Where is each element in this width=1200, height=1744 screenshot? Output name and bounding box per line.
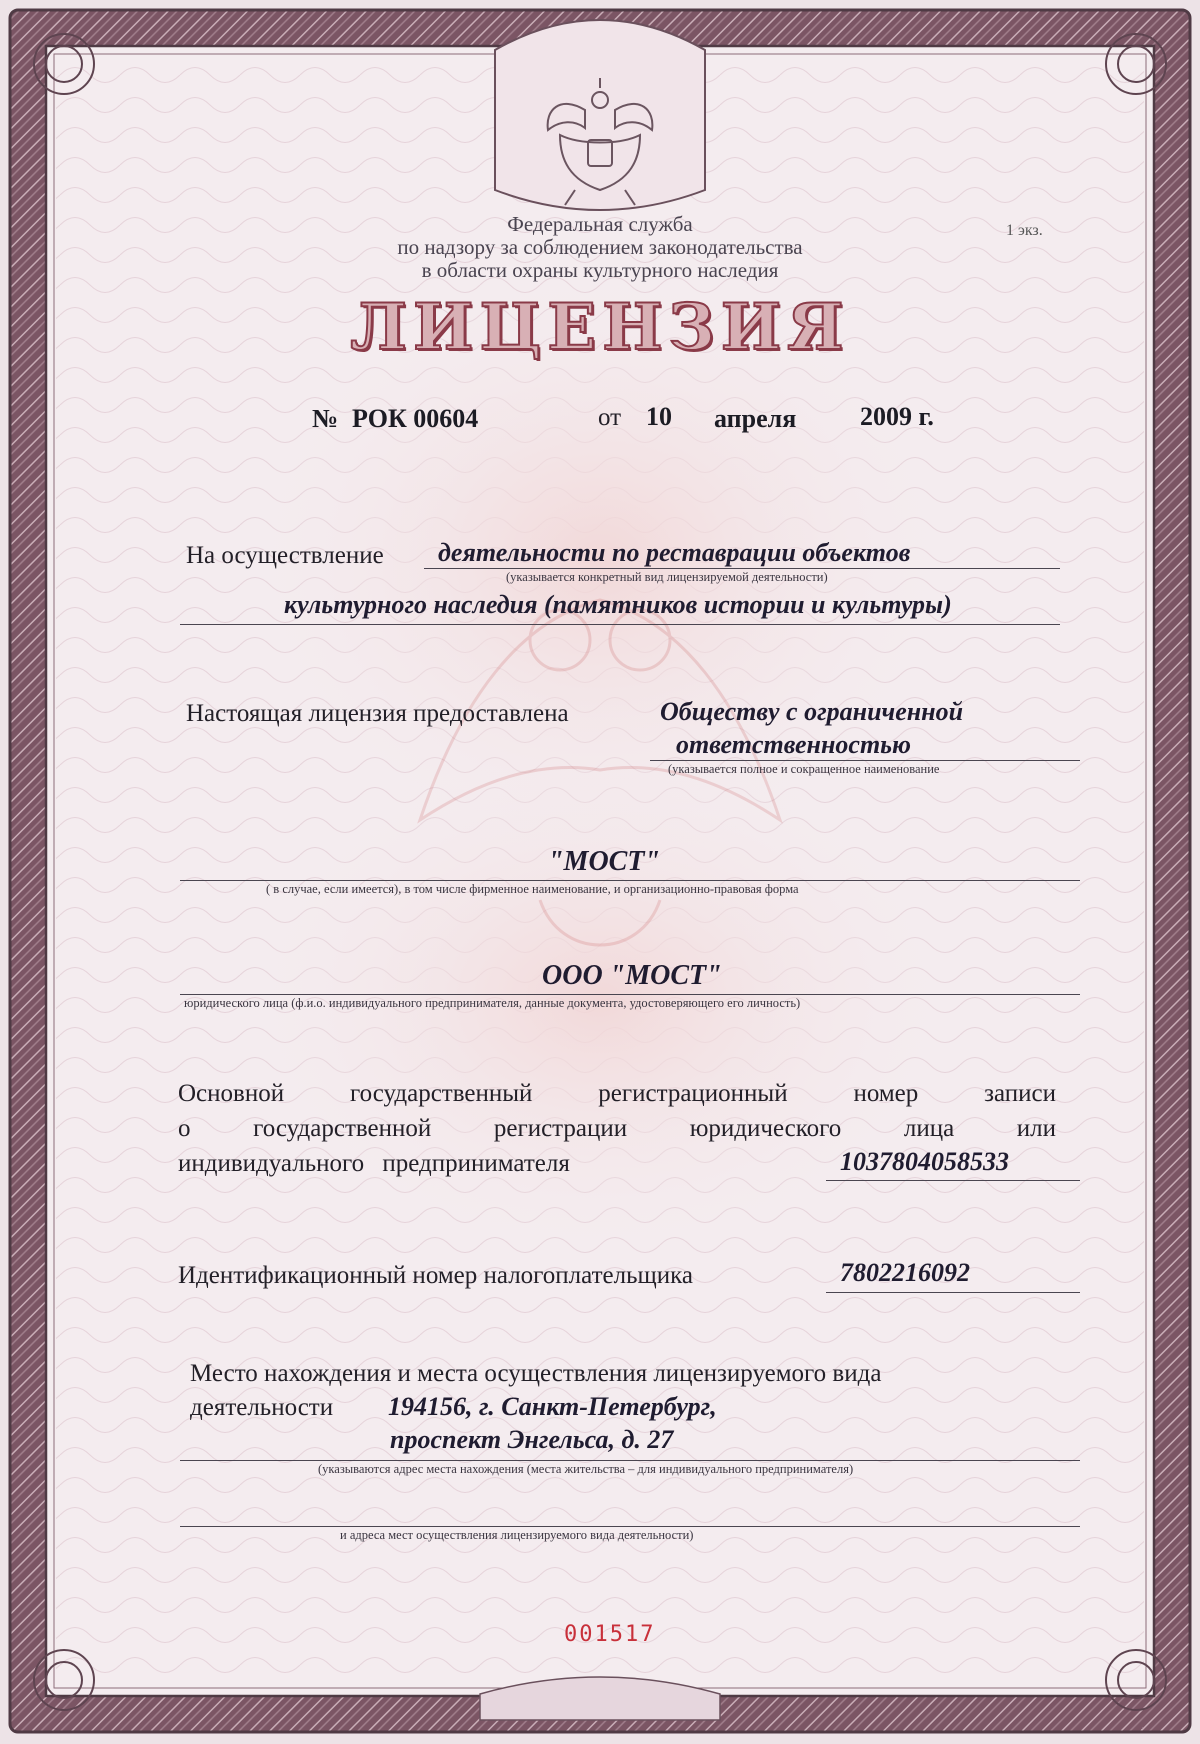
address-line-2: проспект Энгельса, д. 27 — [390, 1425, 674, 1454]
activity-line-1: деятельности по реставрации объектов — [438, 538, 911, 567]
address-label-2: деятельности — [190, 1394, 334, 1421]
underline — [826, 1180, 1080, 1181]
activity-label: На осуществление — [186, 542, 384, 569]
underline — [180, 624, 1060, 625]
underline — [650, 760, 1080, 761]
copy-note: 1 экз. — [1006, 222, 1043, 239]
activity-line-2: культурного наследия (памятников истории и культуры) — [284, 590, 952, 619]
licensee-label: Настоящая лицензия предоставлена — [186, 700, 569, 727]
date-month: апреля — [714, 404, 797, 433]
licensee-caption-1: (указывается полное и сокращенное наименование — [668, 762, 940, 776]
address-label-1: Место нахождения и места осуществления лицензируемого вида — [190, 1360, 882, 1387]
number-sign: № — [312, 404, 339, 433]
licensee-caption-3: юридического лица (ф.и.о. индивидуального предпринимателя, данные документа, удостоверяющего его личность) — [184, 996, 801, 1010]
serial-number: 001517 — [564, 1622, 656, 1647]
licensee-short-name: ООО "МОСТ" — [542, 960, 722, 991]
date-day: 10 — [646, 402, 672, 431]
ogrn-label-line-2: о государственной регистрации юридического лица или — [178, 1115, 1056, 1142]
ogrn-label-line-1: Основной государственный регистрационный номер записи — [178, 1080, 1056, 1107]
underline — [826, 1292, 1080, 1293]
license-number: РОК 00604 — [352, 404, 479, 433]
agency-line-1: Федеральная служба — [507, 212, 693, 236]
inn-value: 7802216092 — [840, 1258, 970, 1287]
ogrn-label-line-3: индивидуального предпринимателя — [178, 1150, 570, 1177]
ogrn-value: 1037804058533 — [840, 1147, 1009, 1176]
date-from-label: от — [598, 404, 622, 431]
licensee-line-1: Обществу с ограниченной — [660, 697, 964, 726]
activity-caption: (указывается конкретный вид лицензируемой деятельности) — [506, 570, 828, 584]
address-caption-1: (указываются адрес места нахождения (места жительства – для индивидуального предпринимателя) — [318, 1462, 854, 1476]
licensee-caption-2: ( в случае, если имеется), в том числе фирменное наименование, и организационно-правовая форма — [266, 882, 799, 896]
licensee-line-2: ответственностью — [676, 730, 912, 759]
underline — [180, 1460, 1080, 1461]
address-line-1: 194156, г. Санкт-Петербург, — [388, 1392, 717, 1421]
underline — [180, 994, 1080, 995]
document-title: ЛИЦЕНЗИЯ — [350, 290, 850, 365]
address-caption-2: и адреса мест осуществления лицензируемого вида деятельности) — [340, 1528, 694, 1542]
agency-line-2: по надзору за соблюдением законодательства — [397, 235, 803, 259]
inn-label: Идентификационный номер налогоплательщика — [178, 1262, 694, 1289]
agency-line-3: в области охраны культурного наследия — [421, 258, 779, 282]
underline — [424, 568, 1060, 569]
underline — [180, 1526, 1080, 1527]
underline — [180, 880, 1080, 881]
date-year: 2009 г. — [860, 402, 934, 431]
licensee-name: "МОСТ" — [548, 846, 660, 877]
